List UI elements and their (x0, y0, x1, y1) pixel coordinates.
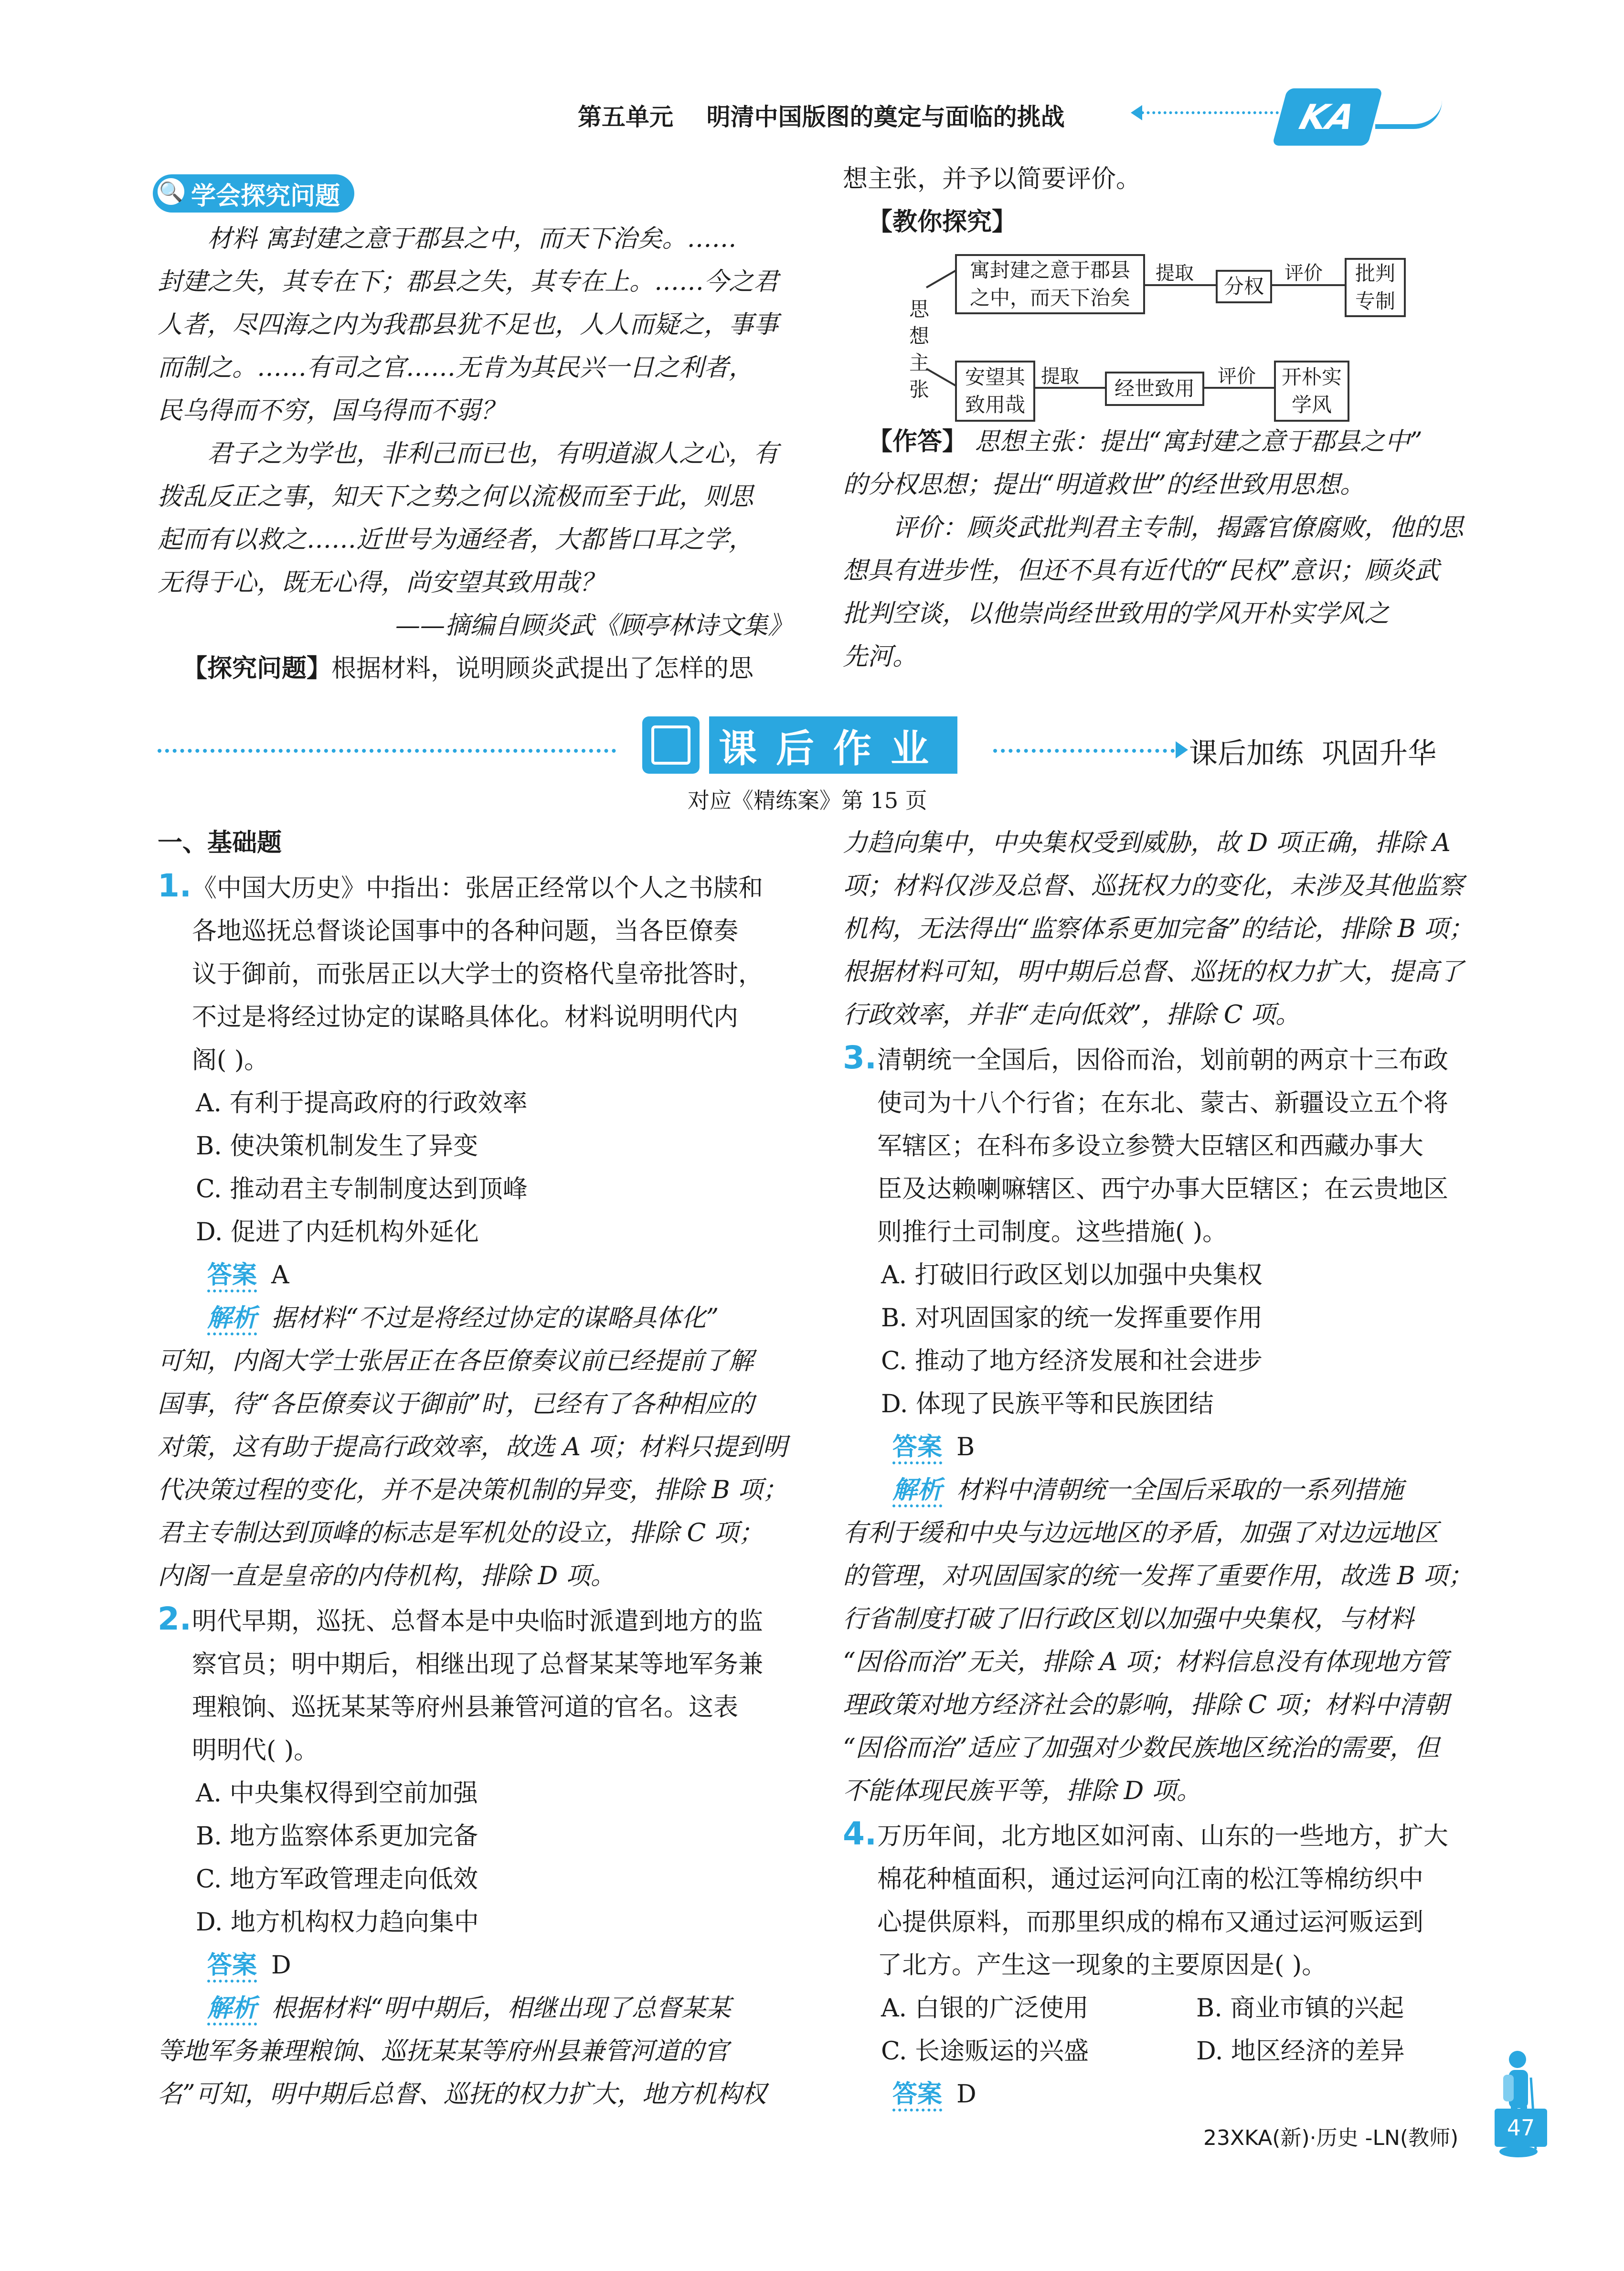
explore-banner: 🔍 学会探究问题 (153, 174, 354, 213)
analysis-tag: 解析 (207, 1304, 257, 1335)
question-stem: 2.明代早期，巡抚、总督本是中央临时派遣到地方的监 (158, 1600, 764, 1637)
analysis-line: 君主专制达到顶峰的标志是军机处的设立，排除 C 项； (158, 1519, 764, 1547)
question-stem: 了北方。产生这一现象的主要原因是( )。 (877, 1951, 1327, 1980)
analysis-line: 不能体现民族平等，排除 D 项。 (843, 1777, 1201, 1805)
option: B. 对巩固国家的统一发挥重要作用 (881, 1304, 1263, 1333)
answer-line: 评价：顾炎武批判君主专制，揭露官僚腐败，他的思 (892, 513, 1464, 542)
option: B. 使决策机制发生了异变 (196, 1132, 478, 1161)
answer-line: 的分权思想；提出“明道救世”的经世致用思想。 (843, 470, 1365, 499)
header-bar (0, 0, 1624, 143)
header-arrow-line (1136, 111, 1279, 114)
question-stem: 各地巡抚总督谈论国事中的各种问题，当各臣僚奏 (192, 917, 739, 946)
material-line: 封建之失，其专在下；郡县之失，其专在上。……今之君 (158, 267, 779, 296)
thought-diagram (907, 244, 1395, 420)
question-stem: 3.清朝统一全国后，因俗而治，划前朝的两京十三布政 (843, 1039, 1449, 1076)
analysis-line: “因俗而治”无关，排除 A 项；材料信息没有体现地方管 (843, 1648, 1448, 1676)
unit-title: 第五单元 明清中国版图的奠定与面临的挑战 (578, 103, 1065, 131)
option: B. 商业市镇的兴起 (1196, 1994, 1404, 2023)
homework-dotline-right (993, 749, 1175, 753)
answer-row: 答案 D (843, 2073, 1478, 2116)
bottom-extract-label: 提取 (1041, 365, 1079, 387)
answer-tag: 答案 (892, 1433, 942, 1464)
question-stem: 棉花种植面积，通过运河向江南的松江等棉纺织中 (877, 1865, 1424, 1894)
option: D. 促进了内廷机构外延化 (196, 1218, 479, 1247)
answer-block (843, 420, 1478, 678)
analysis-line: 等地军务兼理粮饷、巡抚某某等府州县兼管河道的官 (158, 2037, 729, 2066)
analysis-line: 理政策对地方经济社会的影响，排除 C 项；材料中清朝 (843, 1691, 1449, 1719)
analysis-line: 根据材料可知，明中期后总督、巡抚的权力扩大，提高了 (843, 958, 1464, 986)
option: C. 推动君主专制制度达到顶峰 (196, 1175, 528, 1204)
material-block (158, 217, 793, 690)
option-row (843, 1987, 1478, 2030)
question-1 (158, 864, 793, 1598)
diagram-top-result: 批判专制 (1345, 258, 1406, 317)
analysis-line: 对策，这有助于提高行政效率，故选 A 项；材料只提到明 (158, 1433, 787, 1461)
option: C. 推动了地方经济发展和社会进步 (881, 1347, 1263, 1375)
diagram-bottom-box: 安望其致用哉 (955, 361, 1035, 422)
option: A. 白银的广泛使用 (881, 1994, 1089, 2023)
homework-slogan: 课后加练 巩固升华 (1189, 737, 1437, 770)
option: D. 地方机构权力趋向集中 (196, 1908, 479, 1937)
analysis-row: 解析 材料中清朝统一全国后采取的一系列措施 (843, 1469, 1478, 1512)
answer-tag: 答案 (892, 2080, 942, 2111)
question-stem: 4.万历年间，北方地区如河南、山东的一些地方，扩大 (843, 1815, 1449, 1852)
question-text: 根据材料，说明顾炎武提出了怎样的思 (331, 654, 754, 683)
homework-title: 课后作业 (709, 716, 957, 774)
question-stem: 理粮饷、巡抚某某等府州县兼管河道的官名。这表 (192, 1693, 739, 1722)
answer-label: 【作答】 (868, 427, 967, 456)
question-4 (843, 1813, 1478, 2116)
question-stem: 臣及达赖喇嘛辖区、西宁办事大臣辖区；在云贵地区 (877, 1175, 1449, 1204)
option: A. 中央集权得到空前加强 (196, 1779, 478, 1808)
question-2 (158, 1598, 793, 2116)
top-extract-label: 提取 (1156, 262, 1194, 284)
analysis-tag: 解析 (892, 1476, 942, 1507)
material-line: 民乌得而不穷，国乌得而不弱？ (158, 396, 506, 425)
question-stem: 1.《中国大历史》中指出：张居正经常以个人之书牍和 (158, 867, 764, 904)
material-line: 拨乱反正之事，知天下之势之何以流极而至于此，则思 (158, 482, 754, 511)
answer-row: 答案 A (158, 1254, 793, 1297)
magnifier-icon: 🔍 (158, 178, 184, 205)
material-line: 无得于心，既无心得，尚安望其致用哉？ (158, 568, 605, 597)
option: A. 打破旧行政区划以加强中央集权 (881, 1261, 1263, 1290)
ka-logo: KA (1272, 88, 1383, 146)
answer-line: 批判空谈，以他崇尚经世致用的学风开朴实学风之 (843, 599, 1390, 628)
question-stem: 不过是将经过协定的谋略具体化。材料说明明代内 (192, 1003, 739, 1032)
option: A. 有利于提高政府的行政效率 (196, 1089, 528, 1118)
material-line: 起而有以救之……近世号为通经者，大都皆口耳之学， (158, 525, 754, 554)
analysis-line: 国事，待“各臣僚奏议于御前”时，已经有了各种相应的 (158, 1390, 754, 1418)
right-column (843, 821, 1478, 2116)
material-line: 人者，尽四海之内为我郡县犹不足也，人人而疑之，事事 (158, 310, 779, 339)
answer-row: 答案 B (843, 1426, 1478, 1469)
diagram-root: 思想主张 (909, 298, 929, 401)
analysis-line: 有利于缓和中央与边远地区的矛盾，加强了对边远地区 (843, 1519, 1439, 1547)
question-cont: 想主张，并予以简要评价。 (843, 165, 1141, 193)
option: C. 地方军政管理走向低效 (196, 1865, 478, 1894)
footer-code: 23XKA(新)·历史 -LN(教师) (1203, 2126, 1459, 2150)
homework-icon (642, 716, 700, 774)
question-stem: 军辖区；在科布多设立参赞大臣辖区和西藏办事大 (877, 1132, 1424, 1161)
question-stem: 议于御前，而张居正以大学士的资格代皇帝批答时， (192, 960, 764, 989)
question-stem: 则推行土司制度。这些措施( )。 (877, 1218, 1228, 1247)
analysis-line: 名”可知，明中期后总督、巡抚的权力扩大，地方机构权 (158, 2080, 766, 2109)
question-label: 【探究问题】 (182, 654, 332, 683)
option: D. 体现了民族平等和民族团结 (881, 1390, 1214, 1418)
analysis-line: 的管理，对巩固国家的统一发挥了重要作用，故选 B 项； (843, 1562, 1473, 1590)
header-arrow-icon (1131, 105, 1142, 120)
analysis-line: 机构，无法得出“监察体系更加完备”的结论，排除 B 项； (843, 915, 1474, 943)
bottom-eval-label: 评价 (1218, 365, 1256, 387)
left-column (158, 821, 793, 2116)
analysis-row: 解析 据材料“不过是将经过协定的谋略具体化” (158, 1297, 793, 1340)
question-line (158, 647, 793, 690)
diagram-top-mid: 分权 (1216, 270, 1272, 303)
homework-dotline-left (158, 749, 616, 753)
answer-line: 【作答】 思想主张：提出“寓封建之意于郡县之中” (868, 427, 1422, 456)
explore-right (843, 158, 1478, 244)
question-stem: 察官员；明中期后，相继出现了总督某某等地军务兼 (192, 1650, 764, 1679)
top-eval-label: 评价 (1284, 262, 1323, 284)
analysis-line: 行省制度打破了旧行政区划以加强中央集权，与材料 (843, 1605, 1414, 1633)
option: D. 地区经济的差异 (1196, 2037, 1405, 2066)
answer-row: 答案 D (158, 1944, 793, 1987)
analysis-row: 解析 根据材料“明中期后，相继出现了总督某某 (158, 1987, 793, 2030)
option: C. 长途贩运的兴盛 (881, 2037, 1089, 2066)
material-line: 材料 寓封建之意于郡县之中，而天下治矣。…… (207, 224, 737, 253)
diagram-top-box: 寓封建之意于郡县之中，而天下治矣 (955, 254, 1145, 314)
analysis-tag: 解析 (207, 1994, 257, 2026)
material-line: 君子之为学也，非利己而已也，有明道淑人之心，有 (207, 439, 779, 468)
option: B. 地方监察体系更加完备 (196, 1822, 478, 1851)
analysis-line: 内阁一直是皇帝的内侍机构，排除 D 项。 (158, 1562, 616, 1590)
page-number: 47 (1495, 2109, 1547, 2147)
question-stem: 心提供原料，而那里织成的棉布又通过运河贩运到 (877, 1908, 1424, 1937)
analysis-line: “因俗而治”适应了加强对少数民族地区统治的需要，但 (843, 1734, 1440, 1762)
option-row (843, 2030, 1478, 2073)
answer-line: 先河。 (843, 642, 918, 671)
material-line: 而制之。……有司之官……无肯为其民兴一日之利者， (158, 353, 754, 382)
question-stem: 阁( )。 (192, 1046, 269, 1075)
material-source: ——摘编自顾炎武《顾亭林诗文集》 (395, 611, 793, 640)
analysis-line: 代决策过程的变化，并不是决策机制的异变，排除 B 项； (158, 1476, 788, 1504)
question-stem: 使司为十八个行省；在东北、蒙古、新疆设立五个将 (877, 1089, 1449, 1118)
analysis-line: 可知，内阁大学士张居正在各臣僚奏议前已经提前了解 (158, 1347, 754, 1375)
homework-arrow-icon (1176, 741, 1188, 758)
analysis-line: 项；材料仅涉及总督、巡抚权力的变化，未涉及其他监察 (843, 872, 1464, 900)
diagram-bottom-mid: 经世致用 (1105, 372, 1204, 406)
answer-line: 想具有进步性，但还不具有近代的“民权”意识；顾炎武 (843, 556, 1440, 585)
analysis-line: 行政效率，并非“走向低效”，排除 C 项。 (843, 1001, 1301, 1029)
answer-tag: 答案 (207, 1951, 257, 1983)
question-stem: 明明代( )。 (192, 1736, 319, 1765)
diagram-bottom-result: 开朴实学风 (1274, 361, 1349, 422)
answer-tag: 答案 (207, 1261, 257, 1292)
header-swoosh (1375, 100, 1442, 129)
guide-label: 【教你探究】 (868, 208, 1017, 236)
homework-ref: 对应《精练案》第 15 页 (688, 788, 927, 813)
section-basic: 一、基础题 (158, 829, 282, 857)
question-3 (843, 1036, 1478, 1813)
analysis-line: 力趋向集中，中央集权受到威胁，故 D 项正确，排除 A (843, 829, 1451, 857)
